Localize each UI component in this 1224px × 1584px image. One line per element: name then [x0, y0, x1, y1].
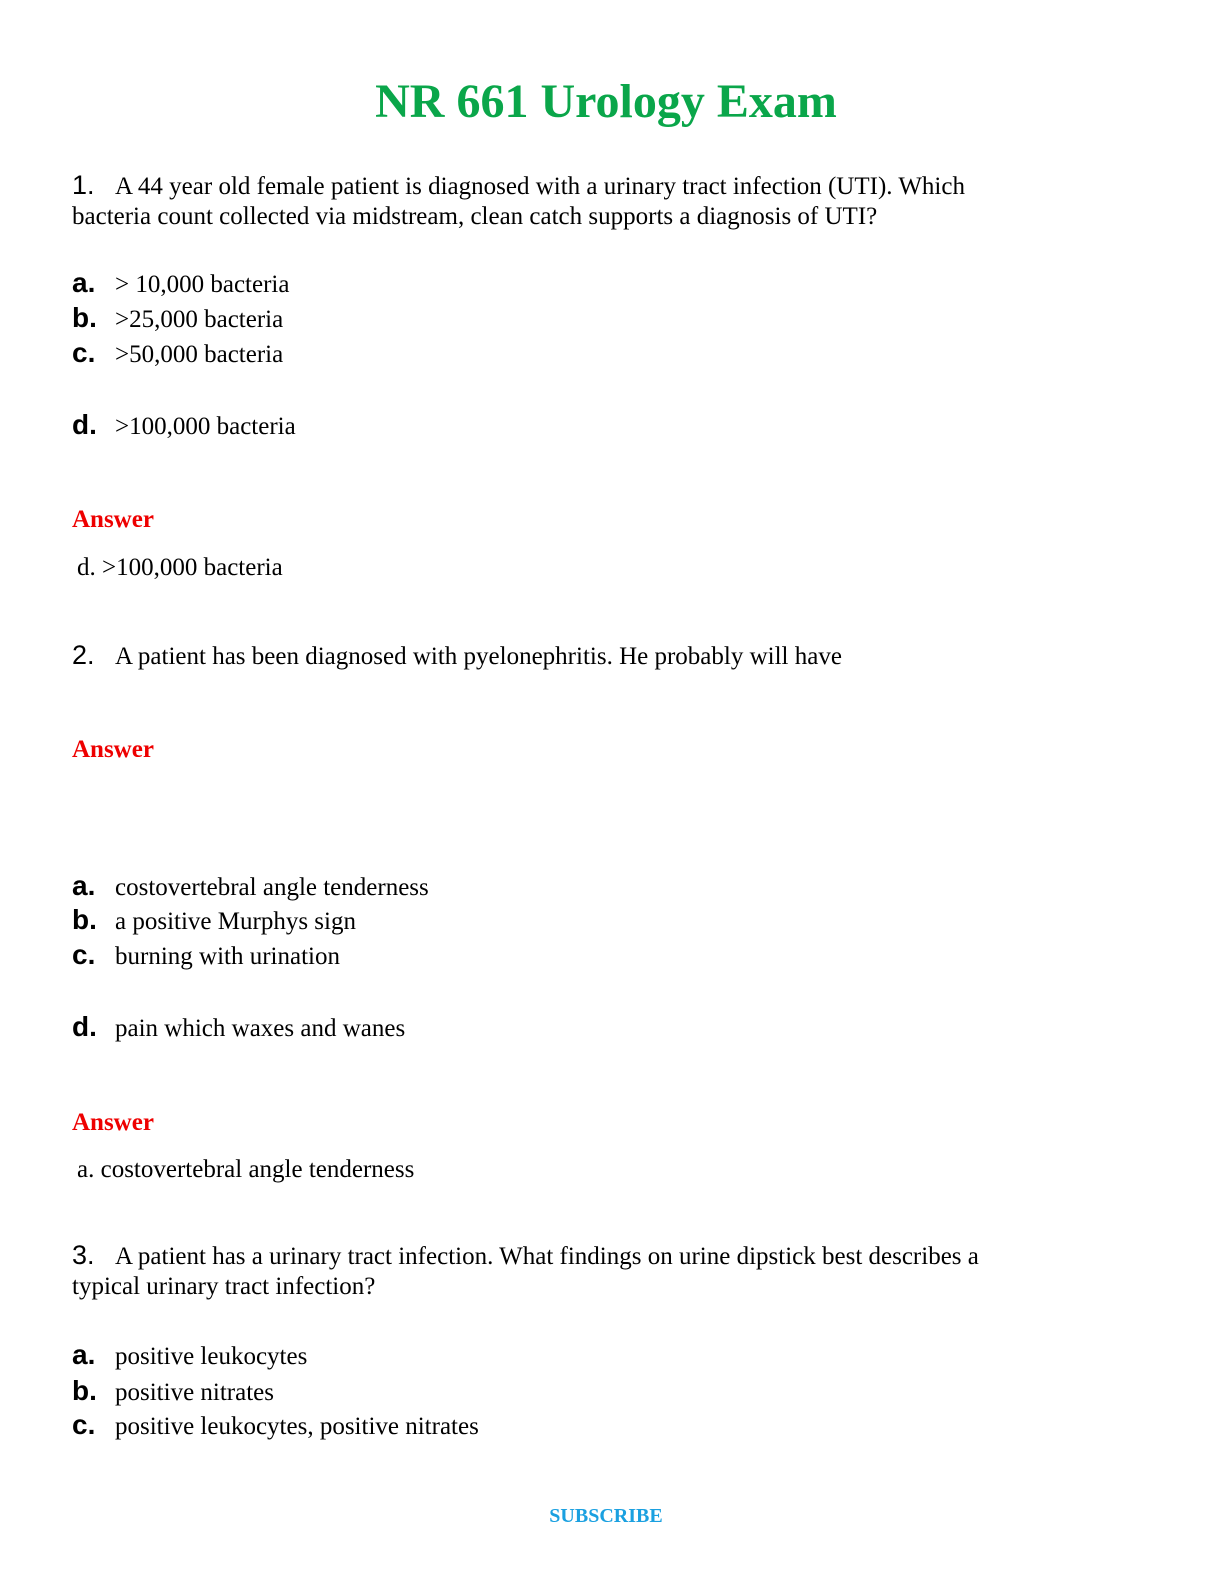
q2-answer-text: a. costovertebral angle tenderness [77, 1156, 415, 1183]
option-text: >100,000 bacteria [115, 413, 296, 440]
option-letter: a. [72, 870, 96, 901]
option-letter: a. [72, 1339, 96, 1370]
question-1-line-1 [72, 170, 965, 202]
q3-option-b [72, 1374, 274, 1410]
subscribe-link[interactable]: SUBSCRIBE [549, 1505, 663, 1527]
option-letter: c. [72, 337, 96, 368]
option-letter: c. [72, 939, 96, 970]
question-3-line-1 [72, 1240, 979, 1272]
option-letter: a. [72, 267, 96, 298]
question-text: A patient has been diagnosed with pyelonephritis. He probably will have [115, 643, 842, 670]
q1-option-a [72, 266, 289, 302]
question-number: 2. [72, 640, 95, 670]
option-text: pain which waxes and wanes [115, 1015, 406, 1042]
option-letter: b. [72, 302, 97, 333]
q2-option-b [72, 903, 356, 939]
page-title: NR 661 Urology Exam [375, 75, 837, 128]
option-text: positive leukocytes [115, 1343, 308, 1370]
option-letter: b. [72, 904, 97, 935]
question-text: A 44 year old female patient is diagnosed with a urinary tract infection (UTI). Which [115, 173, 965, 200]
q1-option-c [72, 336, 283, 372]
question-text: A patient has a urinary tract infection. What findings on urine dipstick best describes a [115, 1243, 979, 1270]
option-text: positive nitrates [115, 1379, 274, 1406]
q3-option-c [72, 1408, 479, 1444]
option-text: positive leukocytes, positive nitrates [115, 1413, 479, 1440]
option-text: burning with urination [115, 943, 340, 970]
option-text: a positive Murphys sign [115, 908, 356, 935]
question-number: 1. [72, 170, 95, 200]
option-letter: d. [72, 1011, 97, 1042]
q1-option-d [72, 408, 296, 444]
option-text: >25,000 bacteria [115, 306, 284, 333]
q2-answer-label-top: Answer [72, 736, 154, 763]
option-text: >50,000 bacteria [115, 341, 284, 368]
option-letter: c. [72, 1409, 96, 1440]
q1-answer-label: Answer [72, 506, 154, 533]
option-letter: b. [72, 1375, 97, 1406]
q3-option-a [72, 1338, 307, 1374]
q2-option-c [72, 938, 340, 974]
q2-option-a [72, 869, 429, 905]
option-text: costovertebral angle tenderness [115, 874, 429, 901]
option-text: > 10,000 bacteria [115, 271, 290, 298]
q1-answer-text: d. >100,000 bacteria [77, 554, 283, 581]
question-1-line-2: bacteria count collected via midstream, clean catch supports a diagnosis of UTI? [72, 203, 878, 230]
q1-option-b [72, 301, 283, 337]
question-number: 3. [72, 1240, 95, 1270]
q2-option-d [72, 1010, 405, 1046]
q2-answer-label: Answer [72, 1109, 154, 1136]
question-3-line-2: typical urinary tract infection? [72, 1273, 376, 1300]
question-2-line-1 [72, 640, 842, 672]
option-letter: d. [72, 409, 97, 440]
